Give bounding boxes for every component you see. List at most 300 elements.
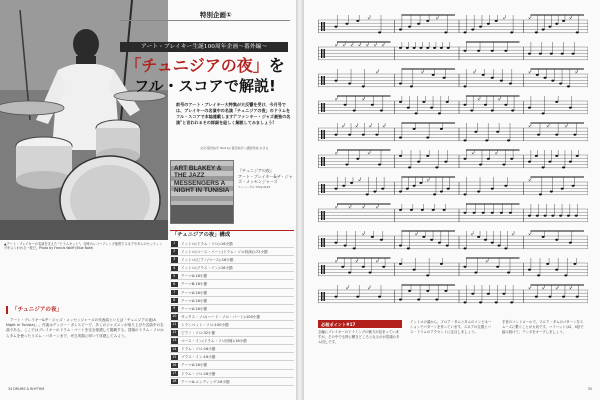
note-head	[464, 104, 467, 106]
note-head	[348, 271, 351, 273]
note-head	[406, 188, 409, 190]
cymbal-note: ×	[367, 16, 371, 21]
note-head	[504, 247, 507, 249]
note-head	[422, 101, 425, 103]
cymbal-note: ×	[528, 178, 532, 183]
structure-item-text: テーマB:16小節	[181, 282, 208, 287]
structure-item	[170, 361, 294, 369]
note-head	[484, 239, 487, 241]
note-head	[561, 188, 564, 190]
cymbal-note: ×	[367, 286, 371, 291]
note-head	[555, 134, 558, 136]
note-head	[528, 269, 531, 271]
note-head	[382, 266, 385, 268]
note-head	[380, 239, 383, 241]
note-head	[426, 274, 429, 276]
structure-item-number: 1	[171, 241, 178, 247]
note-head	[573, 134, 576, 136]
structure-item-text: ベース・イン(ドラム・ソロ回帰):16小節	[181, 339, 247, 344]
note-head	[426, 136, 429, 138]
column-b: イントロの頭から、フロア・タムとタムのコンビネーションでパターンを作っています。スネアの位置とバス・ドラムのアクセントに注目しましょう。	[410, 320, 492, 334]
note-head	[378, 296, 381, 298]
structure-item-number: 10	[172, 314, 177, 319]
cymbal-note: ×	[354, 259, 358, 264]
percussion-clef	[324, 103, 325, 112]
cymbal-note: ×	[342, 43, 346, 48]
note-head	[342, 185, 345, 187]
structure-item-text: イントロ(ピアノ/ベース):16小節	[181, 258, 234, 263]
note-head	[422, 236, 425, 238]
percussion-clef	[321, 157, 322, 166]
note-head	[477, 190, 480, 192]
note-head	[491, 242, 494, 244]
note-head	[464, 50, 467, 52]
note-head	[362, 134, 365, 136]
note-head	[502, 163, 505, 165]
note-head	[507, 271, 510, 273]
note-head	[548, 161, 551, 163]
note-head	[485, 139, 488, 141]
cymbal-note: ×	[357, 43, 361, 48]
cymbal-note: ×	[528, 124, 532, 129]
note-head	[528, 107, 531, 109]
structure-item-number: 12	[172, 330, 177, 335]
cymbal-note: ×	[354, 124, 358, 129]
album-cover-title: ART BLAKEY & THE JAZZ MESSENGERS A NIGHT IN TUNISIA	[174, 165, 230, 195]
credit-line: 文章:富田祐介 Text by 富田祐介 / 譜面作成:おさる	[200, 146, 269, 150]
note-head	[417, 298, 420, 300]
right-page	[304, 0, 600, 400]
cymbal-note: ×	[350, 43, 354, 48]
note-head	[536, 215, 539, 217]
structure-item-text: ピアノ・ソロ:32小節	[181, 331, 216, 336]
percussion-clef	[324, 292, 325, 301]
note-head	[350, 182, 353, 184]
structure-item-number: 8	[171, 298, 178, 304]
structure-item-text: テーマA:16小節	[181, 306, 208, 311]
structure-item-text: ブラス・イン:16小節	[181, 355, 216, 360]
structure-item-text: イントロ(ドラム・ソロ):16小節	[181, 242, 233, 246]
percussion-clef	[324, 211, 325, 220]
note-head	[410, 209, 413, 211]
note-head	[430, 239, 433, 241]
note-head	[539, 193, 542, 195]
cymbal-note: ×	[365, 43, 369, 48]
cymbal-note: ×	[334, 259, 338, 264]
drum-score-staves	[318, 10, 588, 315]
note-head	[569, 107, 572, 109]
folio-left: 34 DRUMS & RHYTHM	[8, 387, 45, 391]
note-head	[440, 190, 443, 192]
structure-item	[170, 289, 294, 297]
structure-item-text: ドラム・ソロ:16小節	[181, 371, 216, 376]
note-head	[380, 109, 383, 111]
section-heading: 「チュニジアの夜」	[6, 306, 166, 314]
note-head	[356, 158, 359, 160]
note-head	[378, 163, 381, 165]
note-head	[551, 215, 554, 217]
percussion-clef	[321, 184, 322, 193]
structure-item	[170, 345, 294, 353]
note-head	[567, 85, 570, 87]
album-artist: アート・ブレイキー&ザ・ジャズ・メッセンジャーズ	[238, 173, 293, 185]
structure-item	[170, 370, 294, 378]
point-heading: 必殺ポイント#17	[318, 320, 402, 328]
note-head	[535, 31, 538, 33]
cymbal-note: ×	[334, 205, 338, 210]
structure-title-song: 「チュニジアの夜」	[172, 232, 220, 238]
structure-item	[170, 353, 294, 361]
percussion-clef	[321, 103, 322, 112]
cymbal-note: ×	[361, 205, 365, 210]
structure-item-number: 7	[171, 290, 178, 296]
note-head	[507, 139, 510, 141]
note-head	[419, 47, 422, 49]
note-head	[408, 26, 411, 28]
note-head	[426, 155, 429, 157]
note-head	[378, 31, 381, 33]
note-head	[415, 112, 418, 114]
note-head	[498, 244, 501, 246]
note-head	[433, 47, 436, 49]
album-info	[238, 168, 294, 189]
folio-right: 35	[587, 387, 592, 391]
structure-item	[170, 264, 294, 272]
note-head	[464, 212, 467, 214]
cymbal-note: ×	[373, 43, 377, 48]
note-head	[426, 20, 429, 22]
structure-item-number: 16	[172, 362, 177, 367]
note-head	[542, 166, 545, 168]
note-head	[504, 104, 507, 106]
structure-item-text: トランペット・ソロ:100小節	[181, 322, 229, 327]
note-head	[432, 74, 435, 76]
lead-paragraph: 前号のアート・ブレイキー大特集が大反響を受け、今月号では、ブレイキーの名演中の名演「チュニジアの夜」のドラムをフル・スコアで本誌連載します!"ファンキー・ジャズ最強の名演"と言われるその詳細を紐しく解説してみましょう!	[176, 102, 291, 126]
structure-title-suffix: 構成	[219, 232, 231, 238]
cymbal-note: ×	[528, 70, 532, 75]
column-a: 全編にブレイキーのドラミングの魅力が詰まっていますが、その中でも特に聴きどころとなるのが冒頭のタム回しです。	[318, 330, 400, 344]
note-head	[399, 190, 402, 192]
drummer-photo	[0, 0, 168, 240]
percussion-clef	[324, 76, 325, 85]
note-head	[417, 23, 420, 25]
note-head	[399, 263, 402, 265]
note-head	[537, 274, 540, 276]
note-head	[535, 155, 538, 157]
cymbal-note: ×	[502, 16, 506, 21]
cymbal-note: ×	[528, 232, 532, 237]
note-head	[561, 53, 564, 55]
note-head	[576, 31, 579, 33]
percussion-clef	[324, 238, 325, 247]
cymbal-note: ×	[348, 205, 352, 210]
note-head	[479, 301, 482, 303]
photo-caption: ▲アート・ブレイキーの名演を支えた "ドラムキット"。当時のレコーディング風景でスネアやタムのセッティングがよくわかる一枚だ。Photo by Francis Wolff (Blue Note)	[4, 242, 163, 251]
note-head	[539, 53, 542, 55]
note-head	[335, 296, 338, 298]
note-head	[344, 104, 347, 106]
structure-item-text: テーマA:16小節	[181, 363, 208, 368]
note-head	[407, 247, 410, 249]
note-head	[495, 20, 498, 22]
feature-rule	[120, 20, 290, 21]
note-head	[510, 31, 513, 33]
note-head	[504, 50, 507, 52]
note-head	[548, 26, 551, 28]
note-head	[510, 158, 513, 160]
note-head	[491, 109, 494, 111]
album-label-info: ユニバーサル TOCJ-9193	[238, 184, 271, 189]
note-head	[335, 26, 338, 28]
note-head	[348, 134, 351, 136]
headline-particle: を	[268, 56, 285, 75]
cymbal-note: ×	[345, 286, 349, 291]
note-head	[496, 131, 499, 133]
note-head	[430, 107, 433, 109]
drummer-photo-illustration	[0, 0, 168, 240]
note-head	[446, 101, 449, 103]
note-head	[399, 298, 402, 300]
note-head	[464, 31, 467, 33]
cymbal-note: ×	[471, 151, 475, 156]
cymbal-note: ×	[470, 232, 474, 237]
percussion-clef	[324, 22, 325, 31]
note-head	[348, 82, 351, 84]
note-head	[447, 188, 450, 190]
note-head	[433, 193, 436, 195]
note-head	[487, 293, 490, 295]
left-page	[0, 0, 296, 400]
structure-item	[170, 329, 294, 337]
note-head	[410, 85, 413, 87]
note-head	[474, 271, 477, 273]
note-head	[353, 247, 356, 249]
note-head	[413, 185, 416, 187]
note-head	[477, 50, 480, 52]
note-head	[550, 190, 553, 192]
note-head	[569, 161, 572, 163]
note-head	[548, 296, 551, 298]
cymbal-note: ×	[568, 286, 572, 291]
cymbal-note: ×	[420, 70, 424, 75]
cymbal-note: ×	[375, 70, 379, 75]
column-c: 手首のコントロールで、フロア・タムのパターンをスムーズに繋ぐことが大切です。ハイハットは2、4拍で踏み続けて、テンポをキープしましょう。	[502, 320, 584, 334]
note-head	[408, 166, 411, 168]
structure-box	[170, 230, 294, 386]
structure-item	[170, 321, 294, 329]
album-cover	[170, 160, 234, 224]
cymbal-note: ×	[368, 124, 372, 129]
structure-item	[170, 240, 294, 248]
cymbal-note: ×	[381, 43, 385, 48]
note-head	[470, 109, 473, 111]
structure-item-text: テーマA:16小節	[181, 290, 208, 295]
note-head	[417, 161, 420, 163]
note-head	[544, 215, 547, 217]
note-head	[511, 109, 514, 111]
note-head	[576, 155, 579, 157]
note-head	[471, 28, 474, 30]
note-head	[542, 236, 545, 238]
percussion-clef	[324, 130, 325, 139]
note-head	[474, 131, 477, 133]
note-head	[576, 296, 579, 298]
note-head	[464, 266, 467, 268]
note-head	[444, 161, 447, 163]
note-head	[438, 112, 441, 114]
cymbal-note: ×	[546, 124, 550, 129]
cymbal-note: ×	[435, 16, 439, 21]
note-head	[356, 20, 359, 22]
note-head	[435, 298, 438, 300]
percussion-clef	[321, 22, 322, 31]
note-head	[443, 209, 446, 211]
note-head	[447, 47, 450, 49]
note-head	[562, 166, 565, 168]
note-head	[555, 269, 558, 271]
note-head	[432, 209, 435, 211]
note-head	[369, 271, 372, 273]
structure-item	[170, 280, 294, 288]
structure-item-number: 15	[172, 354, 177, 359]
note-head	[344, 244, 347, 246]
cymbal-note: ×	[414, 232, 418, 237]
note-head	[555, 155, 558, 157]
note-head	[479, 163, 482, 165]
note-head	[464, 301, 467, 303]
cymbal-note: ×	[375, 259, 379, 264]
percussion-clef	[324, 49, 325, 58]
cymbal-note: ×	[357, 178, 361, 183]
note-head	[375, 134, 378, 136]
note-head	[544, 77, 547, 79]
note-head	[509, 82, 512, 84]
note-head	[426, 290, 429, 292]
structure-item-text: テーマA:16小節	[181, 298, 208, 303]
note-head	[551, 80, 554, 82]
note-head	[373, 190, 376, 192]
structure-item	[170, 297, 294, 305]
note-head	[555, 101, 558, 103]
headline-line2: フル・スコアで解説!	[134, 77, 276, 95]
note-head	[435, 166, 438, 168]
note-head	[562, 296, 565, 298]
note-head	[550, 53, 553, 55]
structure-item	[170, 337, 294, 345]
structure-item	[170, 313, 294, 321]
note-head	[572, 53, 575, 55]
note-head	[464, 139, 467, 141]
note-head	[407, 107, 410, 109]
structure-item-text: ドラム・ソロ:16小節	[181, 347, 216, 352]
structure-item-number: 11	[172, 322, 177, 327]
feature-tag: 特別企画①	[200, 11, 232, 19]
percussion-clef	[321, 211, 322, 220]
structure-item-number: 17	[172, 370, 177, 375]
cymbal-note: ×	[426, 178, 430, 183]
cymbal-note: ×	[485, 259, 489, 264]
note-head	[564, 274, 567, 276]
headline-line1	[116, 56, 294, 76]
structure-item-text: イントロ(ベース・パーン(ドラム・ソロ終演)):72小節	[181, 250, 268, 255]
structure-title	[170, 230, 294, 240]
note-head	[509, 212, 512, 214]
note-head	[546, 263, 549, 265]
note-head	[335, 188, 338, 190]
note-head	[345, 23, 348, 25]
note-head	[413, 128, 416, 130]
note-head	[510, 301, 513, 303]
note-head	[335, 134, 338, 136]
note-head	[366, 193, 369, 195]
note-head	[399, 244, 402, 246]
structure-item-number: 4	[171, 266, 178, 272]
note-head	[399, 209, 402, 211]
note-head	[399, 101, 402, 103]
note-head	[335, 80, 338, 82]
note-head	[504, 185, 507, 187]
note-head	[345, 163, 348, 165]
cymbal-note: ×	[477, 97, 481, 102]
note-head	[567, 215, 570, 217]
note-head	[487, 23, 490, 25]
cymbal-note: ×	[334, 43, 338, 48]
note-head	[537, 134, 540, 136]
cymbal-note: ×	[341, 124, 345, 129]
note-head	[399, 28, 402, 30]
cymbal-note: ×	[382, 124, 386, 129]
note-head	[362, 266, 365, 268]
structure-item-number: 13	[172, 338, 177, 343]
percussion-clef	[321, 130, 322, 139]
note-head	[477, 236, 480, 238]
structure-item-text: テーマA:16小節	[181, 274, 208, 279]
note-head	[555, 23, 558, 25]
note-head	[413, 269, 416, 271]
percussion-clef	[321, 76, 322, 85]
note-head	[362, 85, 365, 87]
cymbal-note: ×	[361, 232, 365, 237]
structure-item	[170, 256, 294, 264]
note-head	[426, 47, 429, 49]
percussion-clef	[324, 184, 325, 193]
note-head	[399, 155, 402, 157]
percussion-clef	[321, 238, 322, 247]
structure-item-text: イントロ(ブラス・イン):16小節	[181, 266, 233, 271]
percussion-clef	[324, 157, 325, 166]
structure-item	[170, 378, 294, 386]
note-head	[371, 104, 374, 106]
cymbal-note: ×	[555, 286, 559, 291]
structure-item	[170, 272, 294, 280]
structure-item-text: テーマA:エンディング:16小節	[181, 379, 230, 384]
percussion-clef	[321, 49, 322, 58]
cymbal-note: ×	[568, 16, 572, 21]
note-head	[569, 242, 572, 244]
cymbal-note: ×	[334, 97, 338, 102]
structure-item-number: 3	[171, 257, 178, 263]
note-head	[471, 293, 474, 295]
note-head	[575, 215, 578, 217]
note-head	[491, 188, 494, 190]
note-head	[528, 215, 531, 217]
note-head	[491, 50, 494, 52]
note-head	[495, 301, 498, 303]
percussion-clef	[321, 265, 322, 274]
note-head	[440, 263, 443, 265]
structure-list	[170, 240, 294, 386]
note-head	[482, 74, 485, 76]
